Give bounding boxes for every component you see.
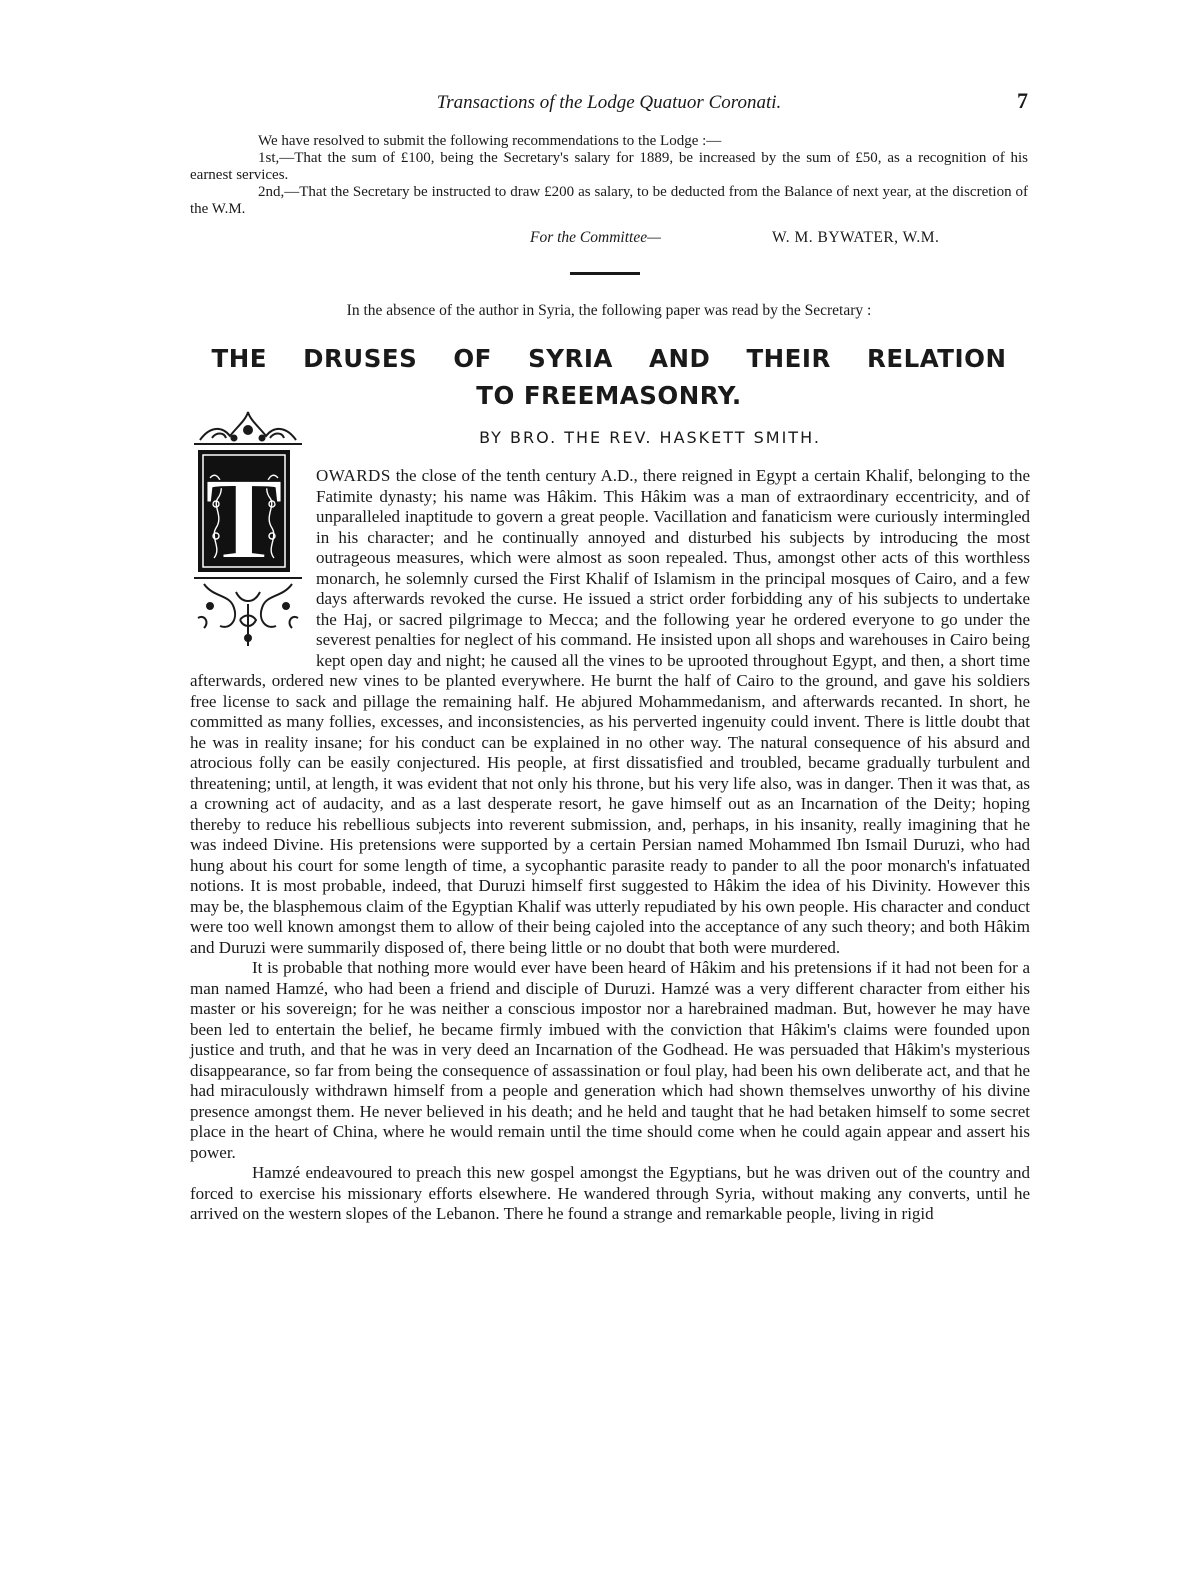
recommendation-second: 2nd,—That the Secretary be instructed to draw £200 as salary, to be deducted from the Balance of next year, at the discretion of the W.M. bbox=[190, 184, 1028, 217]
page-number: 7 bbox=[1017, 88, 1028, 113]
recommendations-intro: We have resolved to submit the following recommendations to the Lodge :— bbox=[258, 133, 722, 149]
title-word: SYRIA bbox=[528, 344, 613, 373]
section-divider bbox=[570, 272, 640, 275]
lead-word: OWARDS bbox=[316, 466, 391, 485]
drop-cap-letter: T bbox=[204, 453, 284, 584]
title-line-1 bbox=[190, 340, 1028, 377]
title-word: THE bbox=[211, 344, 267, 373]
paragraph-1-text: the close of the tenth century A.D., there reigned in Egypt a certain Khalif, belonging to the Fatimite dynasty; his name was Hâkim. This Hâkim was a man of extraordinary eccentricity, and of unparalleled inaptitude to govern a great people. Vacillation and fanaticism were curiously intermingled in his character; and he continually annoyed and disturbed his subjects by introducing the most outrageous measures, which were almost as soon repealed. Thus, amongst other acts of this worthless monarch, he solemnly cursed the First Khalif of Islamism in the principal mosques of Cairo, and a few days afterwards revoked the curse. He issued a strict order forbidding any of his subjects to undertake the Haj, or sacred pilgrimage to Mecca; and the following year he ordered everyone to go under the severest penalties for neglect of his command. He insisted upon all shops and warehouses in Cairo being kept open day and night; he caused all the vines to be uprooted throughout Egypt, and then, a short time afterwards, ordered new vines to be planted everywhere. He burnt the half of Cairo to the ground, and gave his soldiers free license to sack and pillage the remaining half. He abjured Mohammedanism, and afterwards recanted. In short, he committed as many follies, excesses, and inconsistencies, as his perverted ingenuity could invent. There is little doubt that he was in reality insane; for his conduct can be explained in no other way. The natural consequence of his absurd and atrocious folly can be easily conjectured. His people, at first dissatisfied and troubled, became gradually turbulent and threatening; until, at length, it was evident that not only his throne, but his very life also, was in danger. Then it was that, as a crowning act of audacity, and as a last desperate resort, he gave himself out as an Incarnation of the Deity; hoping thereby to reduce his rebellious subjects into reverent submission, and, perhaps, in his insanity, really imagining that he was indeed Divine. His pretensions were supported by a certain Persian named Mohammed Ibn Ismail Duruzi, who had hung about his court for some length of time, a sycophantic parasite ready to pander to all the poor monarch's infatuated notions. It is most probable, indeed, that Duruzi himself first suggested to Hâkim the idea of his Divinity. However this may be, the blasphemous claim of the Egyptian Khalif was utterly repudiated by his own people. His character and conduct were too well known amongst them to allow of their being cajoled into the acceptance of any such theory; and both Hâkim and Duruzi were summarily disposed of, there being little or no doubt that both were murdered. bbox=[190, 466, 1030, 957]
title-word: AND bbox=[649, 344, 711, 373]
title-word: DRUSES bbox=[303, 344, 418, 373]
title-word: THEIR bbox=[746, 344, 831, 373]
title-word: OF bbox=[453, 344, 492, 373]
drop-cap-space bbox=[190, 466, 316, 654]
running-head bbox=[190, 88, 1028, 120]
byline: BY BRO. THE REV. HASKETT SMITH. bbox=[479, 428, 821, 447]
top-flourish-ornament bbox=[194, 412, 302, 444]
paper-title bbox=[190, 340, 1028, 414]
recommendations-block bbox=[190, 133, 1028, 218]
running-title: Transactions of the Lodge Quatuor Coronati. bbox=[436, 92, 782, 113]
title-line-2: TO FREEMASONRY. bbox=[476, 381, 742, 410]
title-word: RELATION bbox=[867, 344, 1007, 373]
paragraph-1 bbox=[190, 466, 1030, 958]
for-committee-label: For the Committee— bbox=[530, 229, 661, 246]
committee-signature: W. M. BYWATER, W.M. bbox=[772, 229, 940, 246]
paragraph-3: Hamzé endeavoured to preach this new gospel amongst the Egyptians, but he was driven out of the country and forced to exercise his missionary efforts elsewhere. He wandered through Syria, without making any converts, until he arrived on the western slopes of the Lebanon. There he found a strange and remarkable people, living in rigid bbox=[190, 1163, 1030, 1223]
article-body bbox=[190, 466, 1030, 1225]
paper-intro-line: In the absence of the author in Syria, the following paper was read by the Secretary : bbox=[346, 302, 872, 319]
recommendation-first: 1st,—That the sum of £100, being the Secretary's salary for 1889, be increased by the sum of £50, as a recognition of his earnest services. bbox=[190, 150, 1028, 183]
paragraph-2: It is probable that nothing more would ever have been heard of Hâkim and his pretensions if it had not been for a man named Hamzé, who had been a friend and disciple of Duruzi. Hamzé was a very different character from either his master or his sovereign; for he was neither a conscious impostor nor a harebrained madman. But, however he may have been led to entertain the belief, he became firmly imbued with the conviction that Hâkim's claims were founded upon justice and truth, and that he was in very deed an Incarnation of the Godhead. He was persuaded that Hâkim's mysterious disappearance, so far from being the consequence of assassination or foul play, had been his own deliberate act, and that he had miraculously withdrawn himself from a people and generation which had shown themselves unworthy of his divine presence amongst them. He never believed in his death; and he held and taught that he had betaken himself to some secret place in the heart of China, where he would remain until the time should come when he could again appear and assert his power. bbox=[190, 958, 1030, 1162]
